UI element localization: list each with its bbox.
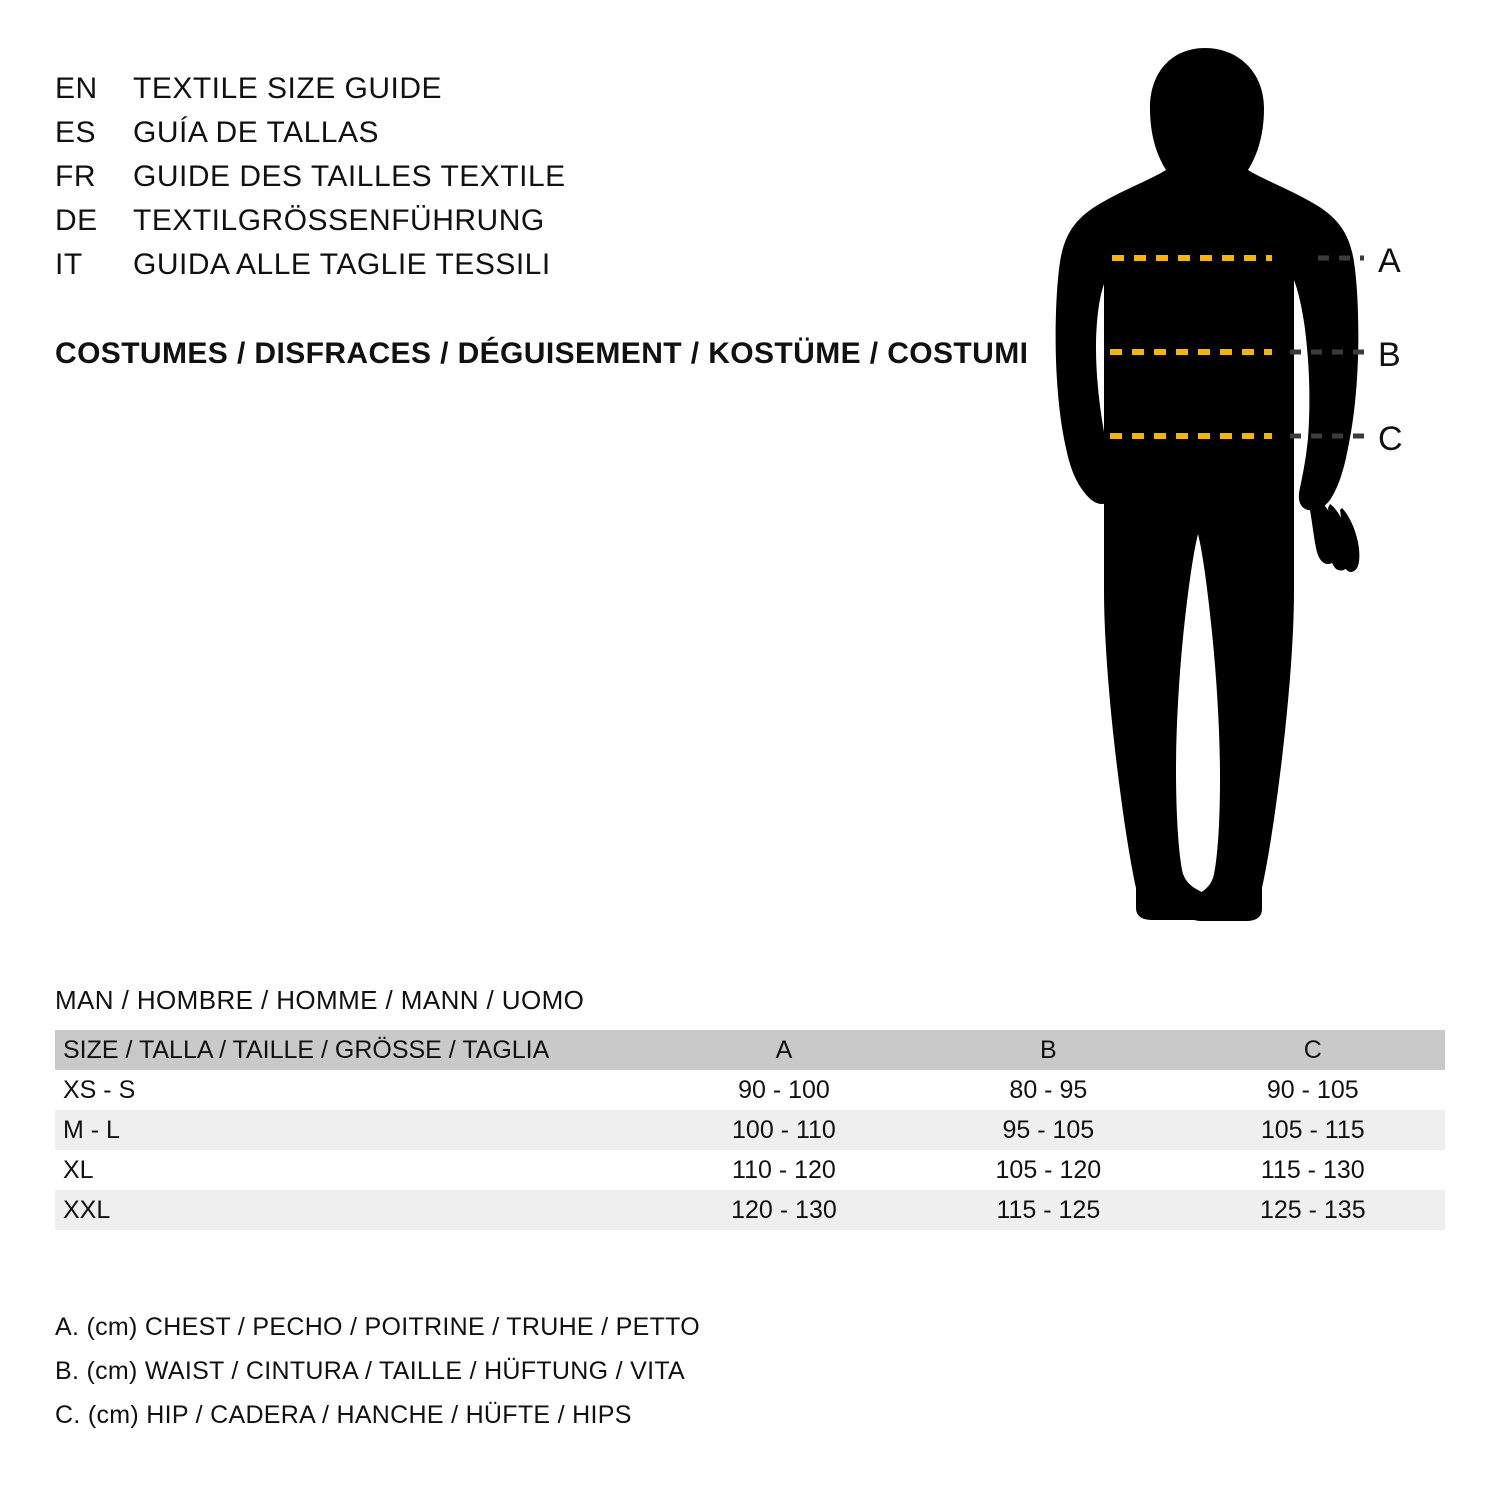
language-text-es: GUÍA DE TALLAS [133,116,379,149]
language-text-fr: GUIDE DES TAILLES TEXTILE [133,160,566,193]
language-row-it [55,248,1015,292]
column-header-c: C [1303,1035,1322,1064]
language-row-fr [55,160,1015,204]
marker-a-label: A [1378,242,1401,280]
column-header-b: B [1040,1035,1057,1064]
legend-line-a: A. (cm) CHEST / PECHO / POITRINE / TRUHE / PETTO [55,1313,701,1341]
cell-b: 105 - 120 [995,1155,1102,1184]
legend-line-c: C. (cm) HIP / CADERA / HANCHE / HÜFTE / HIPS [55,1401,632,1429]
marker-c-label: C [1378,420,1403,458]
cell-size: XS - S [63,1075,136,1104]
language-code-it: IT [55,248,83,281]
column-header-a: A [775,1035,793,1064]
legend-line-b: B. (cm) WAIST / CINTURA / TAILLE / HÜFTUNG / VITA [55,1357,686,1385]
table-header-row [55,1030,1445,1070]
language-code-fr: FR [55,160,96,193]
marker-b-label: B [1378,336,1401,374]
cell-c: 115 - 130 [1260,1155,1365,1184]
silhouette-shape [1056,48,1360,921]
language-row-en [55,72,1015,116]
language-text-en: TEXTILE SIZE GUIDE [133,72,443,105]
table-row [55,1190,1445,1230]
cell-b: 115 - 125 [996,1195,1101,1224]
language-code-de: DE [55,204,98,237]
cell-size: M - L [63,1115,120,1144]
body-figure [1000,30,1460,930]
table-row [55,1110,1445,1150]
language-text-it: GUIDA ALLE TAGLIE TESSILI [133,248,551,281]
table-title: MAN / HOMBRE / HOMME / MANN / UOMO [55,985,585,1015]
cell-a: 90 - 100 [738,1075,830,1104]
costumes-heading: COSTUMES / DISFRACES / DÉGUISEMENT / KOSTÜME / COSTUMI [55,337,1029,370]
language-list [55,72,1015,292]
cell-size: XL [63,1155,94,1184]
table-row [55,1150,1445,1190]
cell-b: 95 - 105 [1002,1115,1095,1144]
cell-a: 110 - 120 [732,1155,836,1184]
cell-c: 90 - 105 [1266,1075,1359,1104]
language-code-es: ES [55,116,97,149]
measurement-legend [55,1315,700,1447]
size-table [55,1030,1445,1230]
column-header-size: SIZE / TALLA / TAILLE / GRÖSSE / TAGLIA [63,1035,550,1064]
cell-a: 120 - 130 [731,1195,837,1224]
table-row [55,1070,1445,1110]
cell-a: 100 - 110 [732,1115,836,1144]
language-row-de [55,204,1015,248]
language-row-es [55,116,1015,160]
cell-c: 125 - 135 [1259,1195,1366,1224]
language-text-de: TEXTILGRÖSSENFÜHRUNG [133,204,545,237]
cell-b: 80 - 95 [1009,1075,1088,1104]
language-code-en: EN [55,72,98,105]
cell-c: 105 - 115 [1260,1115,1365,1144]
cell-size: XXL [63,1195,111,1224]
